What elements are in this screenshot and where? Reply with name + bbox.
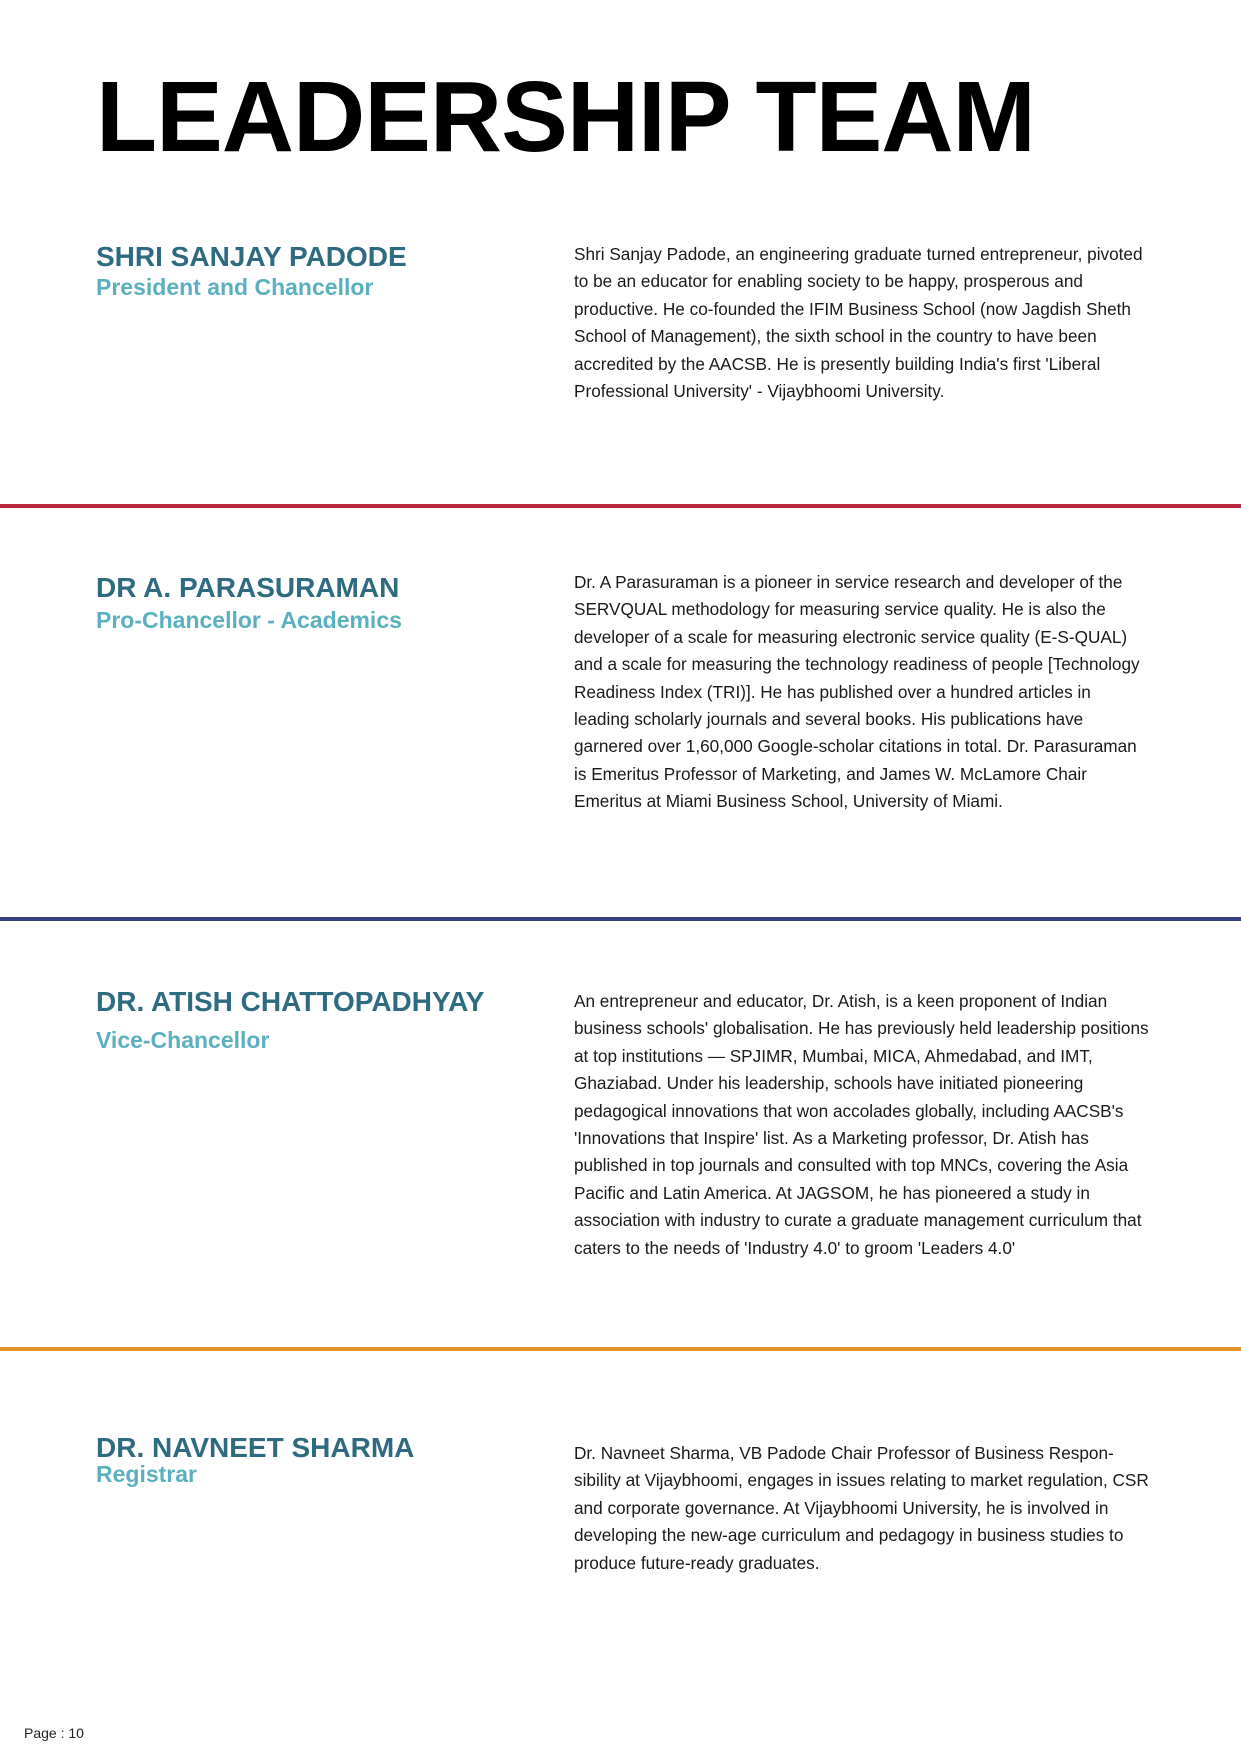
leader-name: DR. NAVNEET SHARMA [96, 1432, 415, 1463]
section-divider-red [0, 504, 1241, 508]
page-title: LEADERSHIP TEAM [96, 61, 1035, 173]
leader-name: SHRI SANJAY PADODE [96, 241, 407, 272]
leader-bio: Shri Sanjay Padode, an engineering graduate turned entrepreneur, pivoted to be an educator for enabling society to be happy, prosperous and productive. He co-founded the IFIM Business School (now Jagdish Sheth School of Management), the sixth school in the country to have been accredited by the AACSB. He is presently building India's first 'Liberal Professional University' - Vijaybhoomi University. [574, 244, 1143, 402]
leader-bio: Dr. Navneet Sharma, VB Padode Chair Professor of Business Respon-sibility at Vijaybhoomi, engages in issues relating to market regulation, CSR and corporate governance. At Vijaybhoomi University, he is involved in developing the new-age curriculum and pedagogy in business studies to produce future-ready graduates. [574, 1443, 1149, 1573]
page-number: Page : 10 [24, 1725, 84, 1741]
leader-role: Registrar [96, 1461, 197, 1487]
leader-bio: An entrepreneur and educator, Dr. Atish, is a keen proponent of Indian business schools' globalisation. He has previously held leadership positions at top institutions — SPJIMR, Mumbai, MICA, Ahmedabad, and IMT, Ghaziabad. Under his leadership, schools have initiated pioneering pedagogical innovations that won accolades globally, including AACSB's 'Innovations that Inspire' list. As a Marketing professor, Dr. Atish has published in top journals and consulted with top MNCs, covering the Asia Pacific and Latin America. At JAGSOM, he has pioneered a study in association with industry to curate a graduate management curriculum that caters to the needs of 'Industry 4.0' to groom 'Leaders 4.0' [574, 991, 1149, 1258]
leader-name: DR A. PARASURAMAN [96, 572, 400, 603]
leader-role: President and Chancellor [96, 274, 374, 300]
leader-role: Pro-Chancellor - Academics [96, 607, 402, 633]
section-divider-navy [0, 917, 1241, 921]
leader-role: Vice-Chancellor [96, 1027, 270, 1053]
section-divider-orange [0, 1347, 1241, 1351]
leader-bio: Dr. A Parasuraman is a pioneer in service research and developer of the SERVQUAL methodology for measuring service quality. He is also the developer of a scale for measuring electronic service quality (E-S-QUAL) and a scale for measuring the technology readiness of people [Technology Readiness Index (TRI)]. He has published over a hundred articles in leading scholarly journals and several books. His publications have garnered over 1,60,000 Google-scholar citations in total. Dr. Parasuraman is Emeritus Professor of Marketing, and James W. McLamore Chair Emeritus at Miami Business School, University of Miami. [574, 572, 1140, 812]
leader-name: DR. ATISH CHATTOPADHYAY [96, 986, 485, 1017]
